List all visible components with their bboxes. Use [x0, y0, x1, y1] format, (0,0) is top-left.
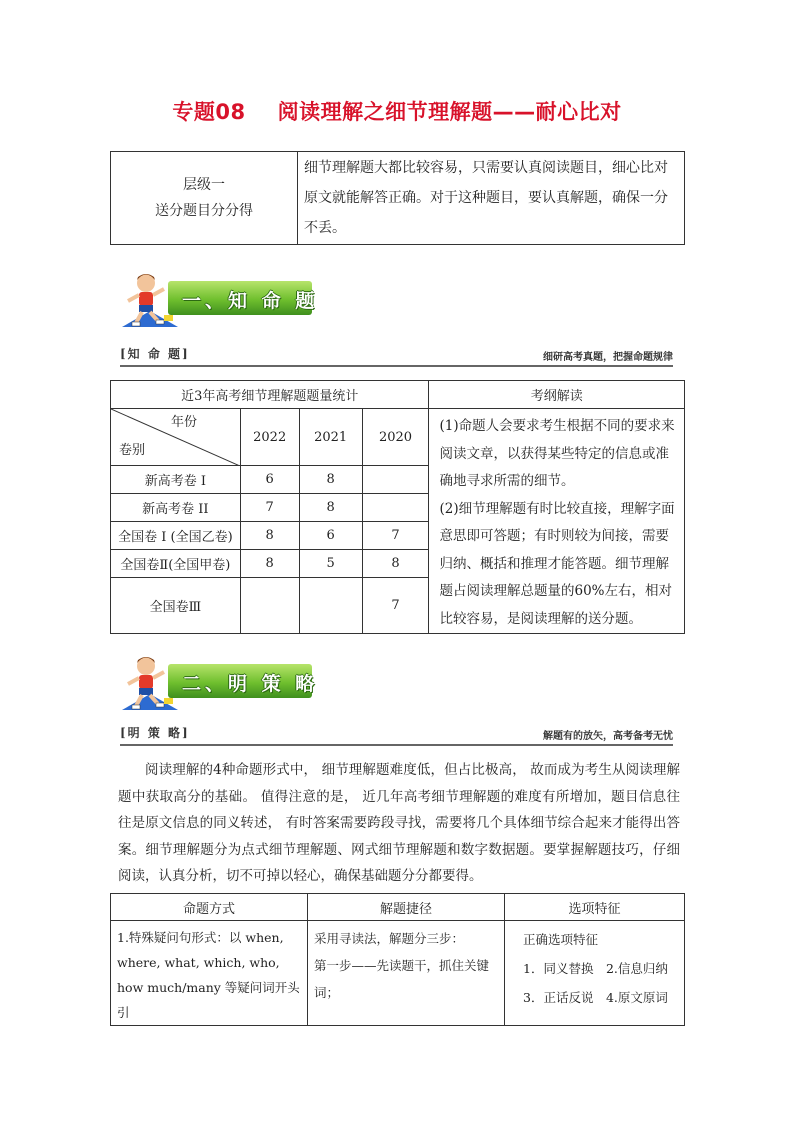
corner-cell — [111, 409, 241, 466]
level-label: 层级一 — [183, 177, 225, 193]
count-cell: 5 — [299, 550, 362, 578]
paper-name: 新高考卷 I — [111, 466, 241, 494]
section-note-1: 细研高考真题，把握命题规律 — [543, 352, 673, 363]
paper-name: 全国卷Ⅱ(全国甲卷) — [111, 550, 241, 578]
year-header: 2020 — [362, 409, 429, 466]
count-cell: 6 — [299, 522, 362, 550]
paper-name: 全国卷 I (全国乙卷) — [111, 522, 241, 550]
title-part2: 阅读理解之细节理解题——耐心比对 — [277, 100, 622, 124]
count-cell — [362, 466, 429, 494]
paper-name: 新高考卷 II — [111, 494, 241, 522]
count-cell: 8 — [240, 550, 299, 578]
strategy-header: 选项特征 — [505, 894, 685, 921]
count-cell — [240, 578, 299, 634]
section-header-2 — [120, 724, 673, 746]
count-cell: 7 — [362, 522, 429, 550]
boy-mascot-icon — [120, 654, 180, 712]
stats-header-left: 近3年高考细节理解题题量统计 — [111, 381, 429, 409]
strategy-header: 命题方式 — [111, 894, 308, 921]
banner-text-1: 一、知 命 题 — [182, 290, 319, 312]
question-form-cell: 1.特殊疑问句形式：以 when, where, what, which, who, how much/many 等疑问词开头引 — [111, 921, 308, 1026]
corner-year-label: 年份 — [171, 415, 198, 430]
year-header: 2021 — [299, 409, 362, 466]
stats-table — [110, 380, 685, 634]
option-feature-line: 正确选项特征 — [523, 932, 599, 947]
interpretation-1: (1)命题人会要求考生根据不同的要求来阅读文章，以获得某些特定的信息或准确地寻求所需的细节。 — [439, 418, 675, 489]
paper-name: 全国卷Ⅲ — [111, 578, 241, 634]
section-header-1 — [120, 345, 673, 367]
banner-text-2: 二、明 策 略 — [182, 673, 319, 695]
page-title — [0, 96, 794, 126]
strategy-table — [110, 893, 685, 1026]
section-label-2: [明 策 略] — [120, 726, 190, 740]
year-header: 2022 — [240, 409, 299, 466]
option-feature-cell — [505, 921, 685, 1026]
count-cell — [362, 494, 429, 522]
interpretation-cell — [429, 409, 685, 634]
section-note-2: 解题有的放矢，高考备考无忧 — [543, 731, 673, 742]
section-banner-2 — [120, 654, 319, 710]
count-cell — [299, 578, 362, 634]
shortcut-line: 采用寻读法，解题分三步： — [314, 931, 465, 946]
count-cell: 7 — [362, 578, 429, 634]
level-sublabel: 送分题目分分得 — [155, 203, 253, 219]
level-table — [110, 151, 685, 245]
stats-header-right: 考纲解读 — [429, 381, 685, 409]
section-banner-1 — [120, 271, 319, 327]
count-cell: 8 — [299, 494, 362, 522]
count-cell: 6 — [240, 466, 299, 494]
level-description: 细节理解题大都比较容易，只需要认真阅读题目，细心比对原文就能解答正确。对于这种题目，要认真解题，确保一分不丢。 — [298, 152, 685, 245]
title-part1: 专题08 — [172, 100, 246, 124]
shortcut-line: 第一步——先读题干，抓住关键词； — [314, 958, 490, 1000]
interpretation-2: (2)细节理解题有时比较直接，理解字面意思即可答题；有时则较为间接，需要归纳、概括和推理才能答题。细节理解题占阅读理解总题量的60%左右，相对比较容易，是阅读理解的送分题。 — [439, 500, 675, 627]
section-label-1: [知 命 题] — [120, 347, 190, 361]
shortcut-cell — [308, 921, 505, 1026]
count-cell: 7 — [240, 494, 299, 522]
count-cell: 8 — [362, 550, 429, 578]
corner-paper-label: 卷别 — [119, 443, 146, 458]
count-cell: 8 — [299, 466, 362, 494]
level-label-cell — [111, 152, 298, 245]
boy-mascot-icon — [120, 271, 180, 329]
option-feature-line: 3．正话反说 4.原文原词 — [523, 990, 668, 1005]
strategy-paragraph: 阅读理解的4种命题形式中， 细节理解题难度低，但占比极高， 故而成为考生从阅读理解题中获取高分的基础。 值得注意的是， 近几年高考细节理解题的难度有所增加，题目信息往往是原文信息的同义转述， 有时答案需要跨段寻找，需要将几个具体细节综合起来才能得出答案。细节理解题分为点式细节理解题、网式细节理解题和数字数据题。要掌握解题技巧，仔细阅读，认真分析，切不可掉以轻心，确保基础题分分都要得。 — [118, 762, 680, 884]
strategy-header: 解题捷径 — [308, 894, 505, 921]
option-feature-line: 1．同义替换 2.信息归纳 — [523, 961, 668, 976]
count-cell: 8 — [240, 522, 299, 550]
